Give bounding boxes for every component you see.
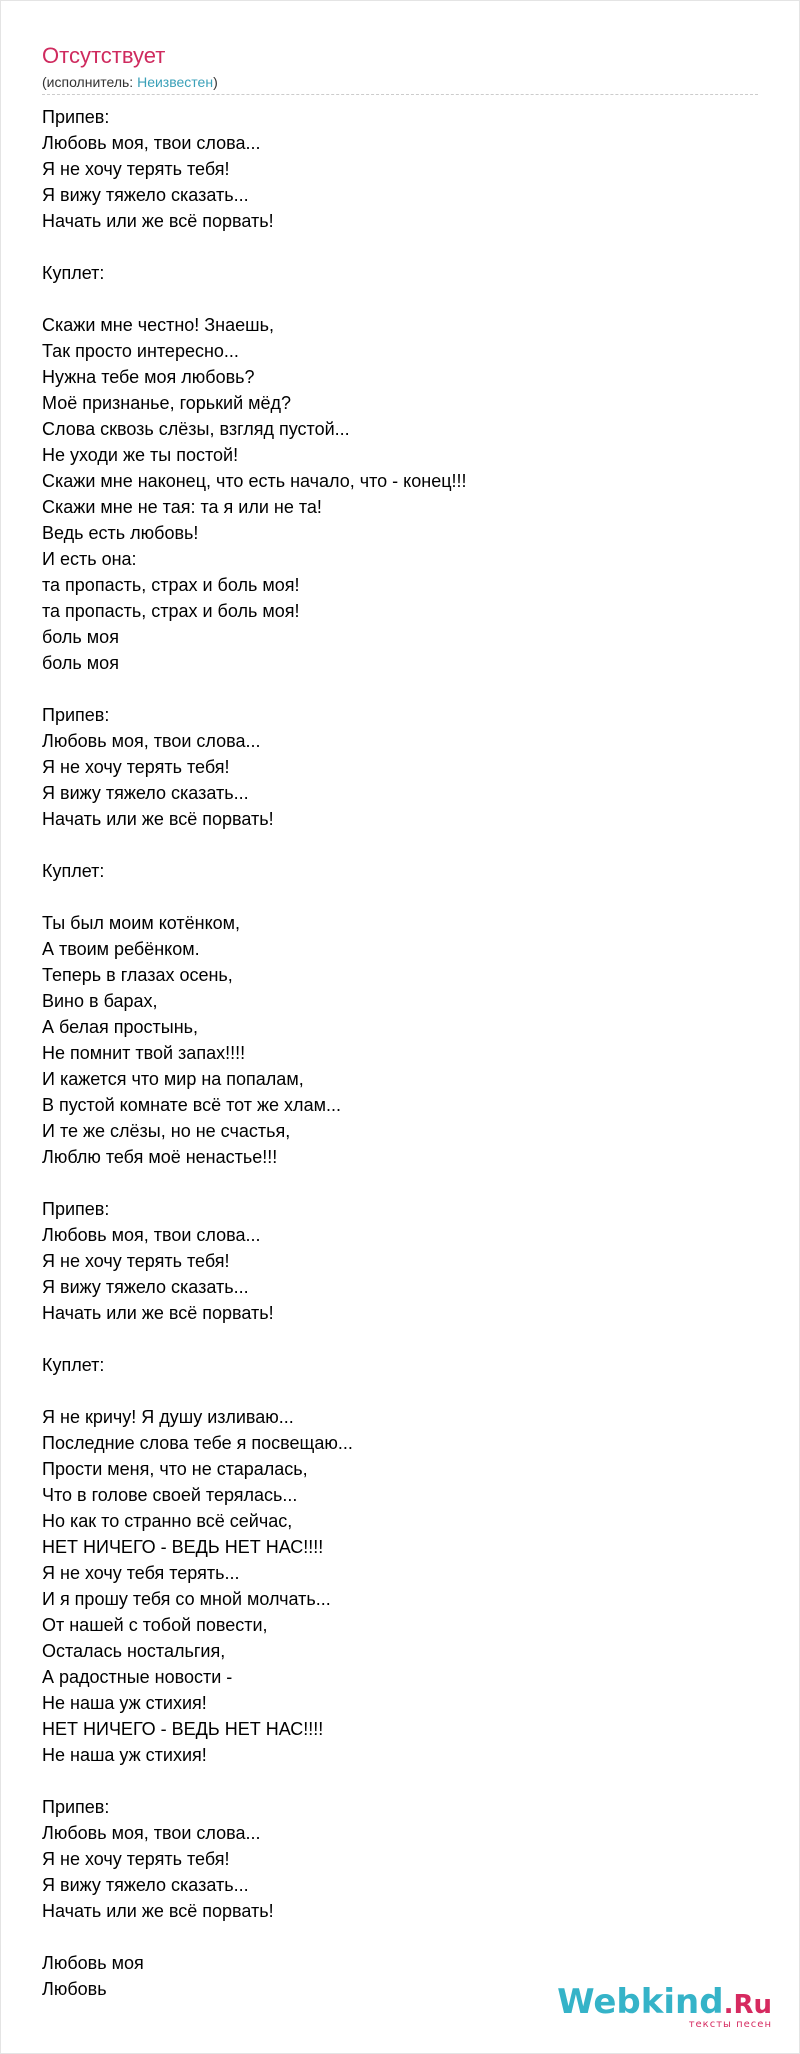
lyric-line: Припев: bbox=[42, 705, 110, 725]
lyric-line: Последние слова тебе я посвещаю... bbox=[42, 1433, 353, 1453]
lyric-line: Я вижу тяжело сказать... bbox=[42, 1277, 249, 1297]
lyric-line: Не наша уж стихия! bbox=[42, 1745, 207, 1765]
lyric-line bbox=[42, 676, 467, 702]
lyric-line bbox=[42, 1326, 467, 1352]
lyric-line: Я вижу тяжело сказать... bbox=[42, 1875, 249, 1895]
lyric-line: Я не кричу! Я душу изливаю... bbox=[42, 1407, 294, 1427]
lyric-line bbox=[42, 1768, 467, 1794]
lyric-line: Так просто интересно... bbox=[42, 341, 239, 361]
artist-line bbox=[42, 73, 218, 91]
lyric-line: Вино в барах, bbox=[42, 991, 158, 1011]
logo-main-text: Webkind bbox=[557, 1982, 724, 2022]
lyric-line: Любовь моя, твои слова... bbox=[42, 731, 261, 751]
logo-wordmark bbox=[557, 1984, 772, 2023]
lyric-line: Любовь моя bbox=[42, 1953, 144, 1973]
lyric-line: Начать или же всё порвать! bbox=[42, 1303, 274, 1323]
lyric-line: Моё признанье, горький мёд? bbox=[42, 393, 292, 413]
lyric-line: Куплет: bbox=[42, 861, 105, 881]
lyric-line: Припев: bbox=[42, 1797, 110, 1817]
site-logo[interactable] bbox=[557, 1984, 772, 2030]
lyric-line: Начать или же всё порвать! bbox=[42, 809, 274, 829]
lyric-line: И я прошу тебя со мной молчать... bbox=[42, 1589, 331, 1609]
lyric-line: Скажи мне наконец, что есть начало, что - конец!!! bbox=[42, 471, 467, 491]
lyric-line: И кажется что мир на попалам, bbox=[42, 1069, 304, 1089]
lyric-line: НЕТ НИЧЕГО - ВЕДЬ НЕТ НАС!!!! bbox=[42, 1719, 324, 1739]
lyric-line: Слова сквозь слёзы, взгляд пустой... bbox=[42, 419, 350, 439]
lyric-line: А твоим ребёнком. bbox=[42, 939, 200, 959]
lyric-line: Ведь есть любовь! bbox=[42, 523, 199, 543]
lyric-line: И есть она: bbox=[42, 549, 137, 569]
lyric-line: Припев: bbox=[42, 107, 110, 127]
lyric-line: та пропасть, страх и боль моя! bbox=[42, 575, 300, 595]
logo-tld: .Ru bbox=[723, 1990, 772, 2020]
lyric-line: Не наша уж стихия! bbox=[42, 1693, 207, 1713]
lyric-line: В пустой комнате всё тот же хлам... bbox=[42, 1095, 341, 1115]
lyric-line: Я вижу тяжело сказать... bbox=[42, 185, 249, 205]
lyric-line: Не уходи же ты постой! bbox=[42, 445, 239, 465]
lyric-line: Нужна тебе моя любовь? bbox=[42, 367, 255, 387]
lyric-line: Я не хочу терять тебя! bbox=[42, 757, 230, 777]
lyric-line: Что в голове своей терялась... bbox=[42, 1485, 298, 1505]
lyric-line: Начать или же всё порвать! bbox=[42, 211, 274, 231]
lyric-line: Припев: bbox=[42, 1199, 110, 1219]
lyric-line: Начать или же всё порвать! bbox=[42, 1901, 274, 1921]
lyric-line bbox=[42, 1924, 467, 1950]
lyric-line: боль моя bbox=[42, 653, 119, 673]
lyric-line: Любовь моя, твои слова... bbox=[42, 1823, 261, 1843]
lyric-line: Скажи мне честно! Знаешь, bbox=[42, 315, 274, 335]
artist-suffix: ) bbox=[213, 74, 218, 90]
lyric-line: А белая простынь, bbox=[42, 1017, 199, 1037]
lyric-line: Осталась ностальгия, bbox=[42, 1641, 226, 1661]
lyric-line: Любовь моя, твои слова... bbox=[42, 1225, 261, 1245]
lyric-line: Но как то странно всё сейчас, bbox=[42, 1511, 293, 1531]
lyric-line: И те же слёзы, но не счастья, bbox=[42, 1121, 291, 1141]
artist-link[interactable]: Неизвестен bbox=[137, 74, 214, 90]
lyric-line: Теперь в глазах осень, bbox=[42, 965, 233, 985]
lyric-line: боль моя bbox=[42, 627, 119, 647]
lyric-line: Любовь моя, твои слова... bbox=[42, 133, 261, 153]
lyric-line bbox=[42, 1170, 467, 1196]
logo-tagline: тексты песен bbox=[688, 2019, 772, 2030]
lyric-line: Не помнит твой запах!!!! bbox=[42, 1043, 246, 1063]
lyric-line: Я не хочу терять тебя! bbox=[42, 1251, 230, 1271]
lyric-line: Я вижу тяжело сказать... bbox=[42, 783, 249, 803]
lyric-line bbox=[42, 832, 467, 858]
lyric-line: Скажи мне не тая: та я или не та! bbox=[42, 497, 322, 517]
title-divider bbox=[42, 94, 758, 95]
lyric-line: Я не хочу терять тебя! bbox=[42, 1849, 230, 1869]
lyric-line: та пропасть, страх и боль моя! bbox=[42, 601, 300, 621]
lyric-line: Я не хочу терять тебя! bbox=[42, 159, 230, 179]
lyric-line: Ты был моим котёнком, bbox=[42, 913, 241, 933]
lyric-line: Куплет: bbox=[42, 263, 105, 283]
artist-prefix: (исполнитель: bbox=[42, 74, 138, 90]
lyric-line: Я не хочу тебя терять... bbox=[42, 1563, 240, 1583]
lyric-line: Люблю тебя моё ненастье!!! bbox=[42, 1147, 278, 1167]
lyric-line: Куплет: bbox=[42, 1355, 105, 1375]
lyric-line: А радостные новости - bbox=[42, 1667, 233, 1687]
lyric-line: От нашей с тобой повести, bbox=[42, 1615, 268, 1635]
lyric-line bbox=[42, 286, 467, 312]
lyric-line: Любовь bbox=[42, 1979, 107, 1999]
lyrics-text bbox=[42, 104, 467, 2002]
lyric-line bbox=[42, 884, 467, 910]
song-title: Отсутствует bbox=[42, 43, 166, 68]
lyric-line bbox=[42, 1378, 467, 1404]
lyric-line bbox=[42, 234, 467, 260]
lyric-line: НЕТ НИЧЕГО - ВЕДЬ НЕТ НАС!!!! bbox=[42, 1537, 324, 1557]
lyric-line: Прости меня, что не старалась, bbox=[42, 1459, 308, 1479]
